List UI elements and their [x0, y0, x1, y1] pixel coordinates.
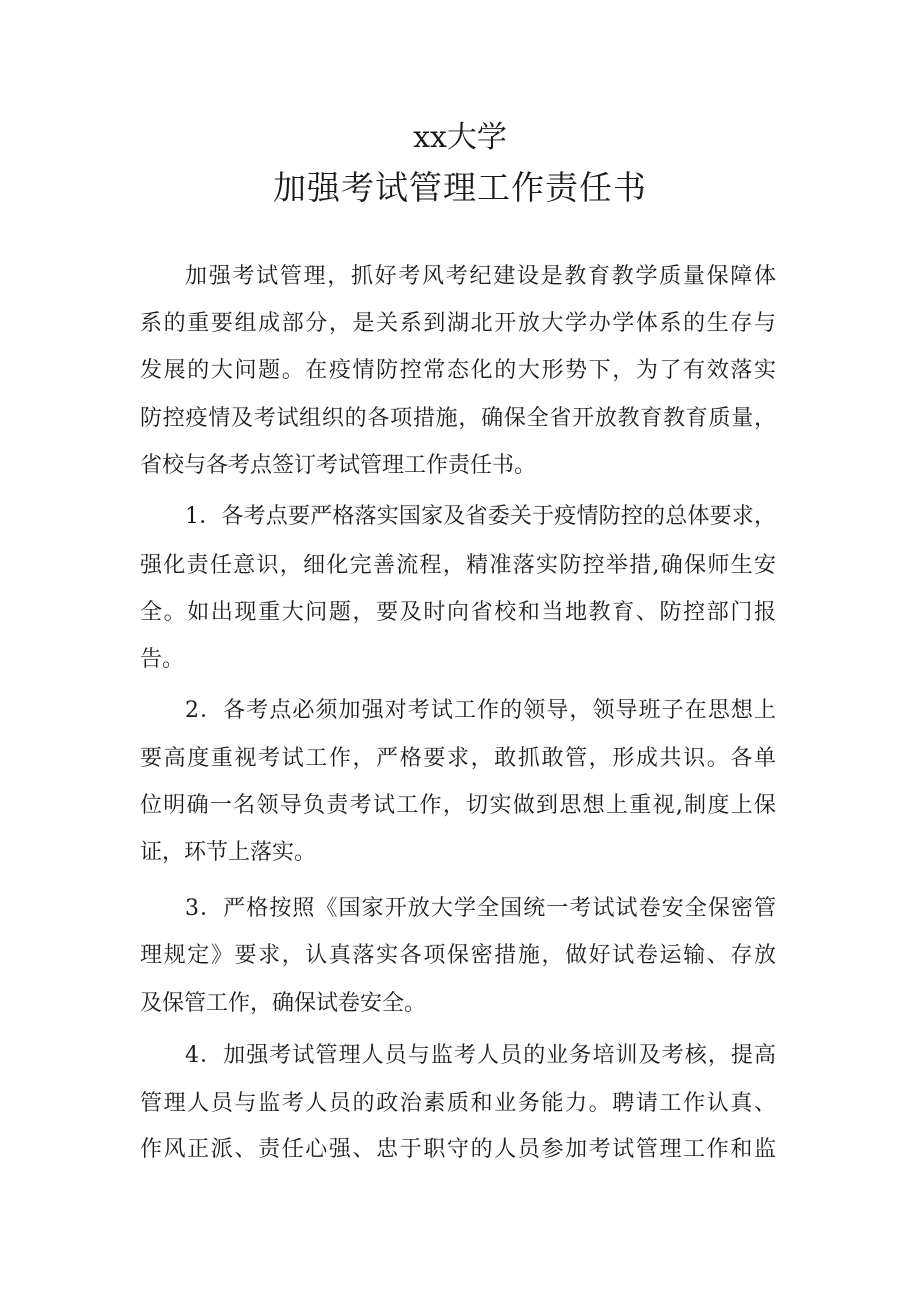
text-line: 3．严格按照《国家开放大学全国统一考试试卷安全保密管: [185, 896, 776, 921]
text-line: 加强考试管理，抓好考风考纪建设是教育教学质量保障体: [185, 264, 776, 289]
text-line: 发展的大问题。在疫情防控常态化的大形势下，为了有效落实: [140, 358, 776, 383]
text-line: 全。如出现重大问题，要及时向省校和当地教育、防控部门报: [140, 600, 776, 625]
text-line: 2．各考点必须加强对考试工作的领导，领导班子在思想上: [185, 698, 776, 723]
text-line: 管理人员与监考人员的政治素质和业务能力。聘请工作认真、: [140, 1091, 776, 1116]
text-line: 要高度重视考试工作，严格要求，敢抓敢管，形成共识。各单: [140, 746, 776, 771]
text-line: 告。: [140, 647, 185, 672]
text-line: 省校与各考点签订考试管理工作责任书。: [140, 453, 537, 478]
text-line: 防控疫情及考试组织的各项措施，确保全省开放教育教育质量，: [140, 406, 776, 431]
text-line: 强化责任意识，细化完善流程，精准落实防控举措,确保师生安: [140, 553, 776, 578]
text-line: 及保管工作，确保试卷安全。: [140, 991, 427, 1016]
text-line: 作风正派、责任心强、忠于职守的人员参加考试管理工作和监: [140, 1137, 776, 1162]
text-line: 4．加强考试管理人员与监考人员的业务培训及考核，提高: [185, 1043, 776, 1068]
document-title: 加强考试管理工作责任书: [273, 168, 647, 207]
text-line: 位明确一名领导负责考试工作，切实做到思想上重视,制度上保: [140, 793, 776, 818]
text-line: 系的重要组成部分，是关系到湖北开放大学办学体系的生存与: [140, 311, 776, 336]
text-line: 1．各考点要严格落实国家及省委关于疫情防控的总体要求，: [185, 504, 776, 529]
text-line: 理规定》要求，认真落实各项保密措施，做好试卷运输、存放: [140, 943, 776, 968]
document-title-institution: xx大学: [413, 120, 507, 155]
text-line: 证，环节上落实。: [140, 840, 317, 865]
